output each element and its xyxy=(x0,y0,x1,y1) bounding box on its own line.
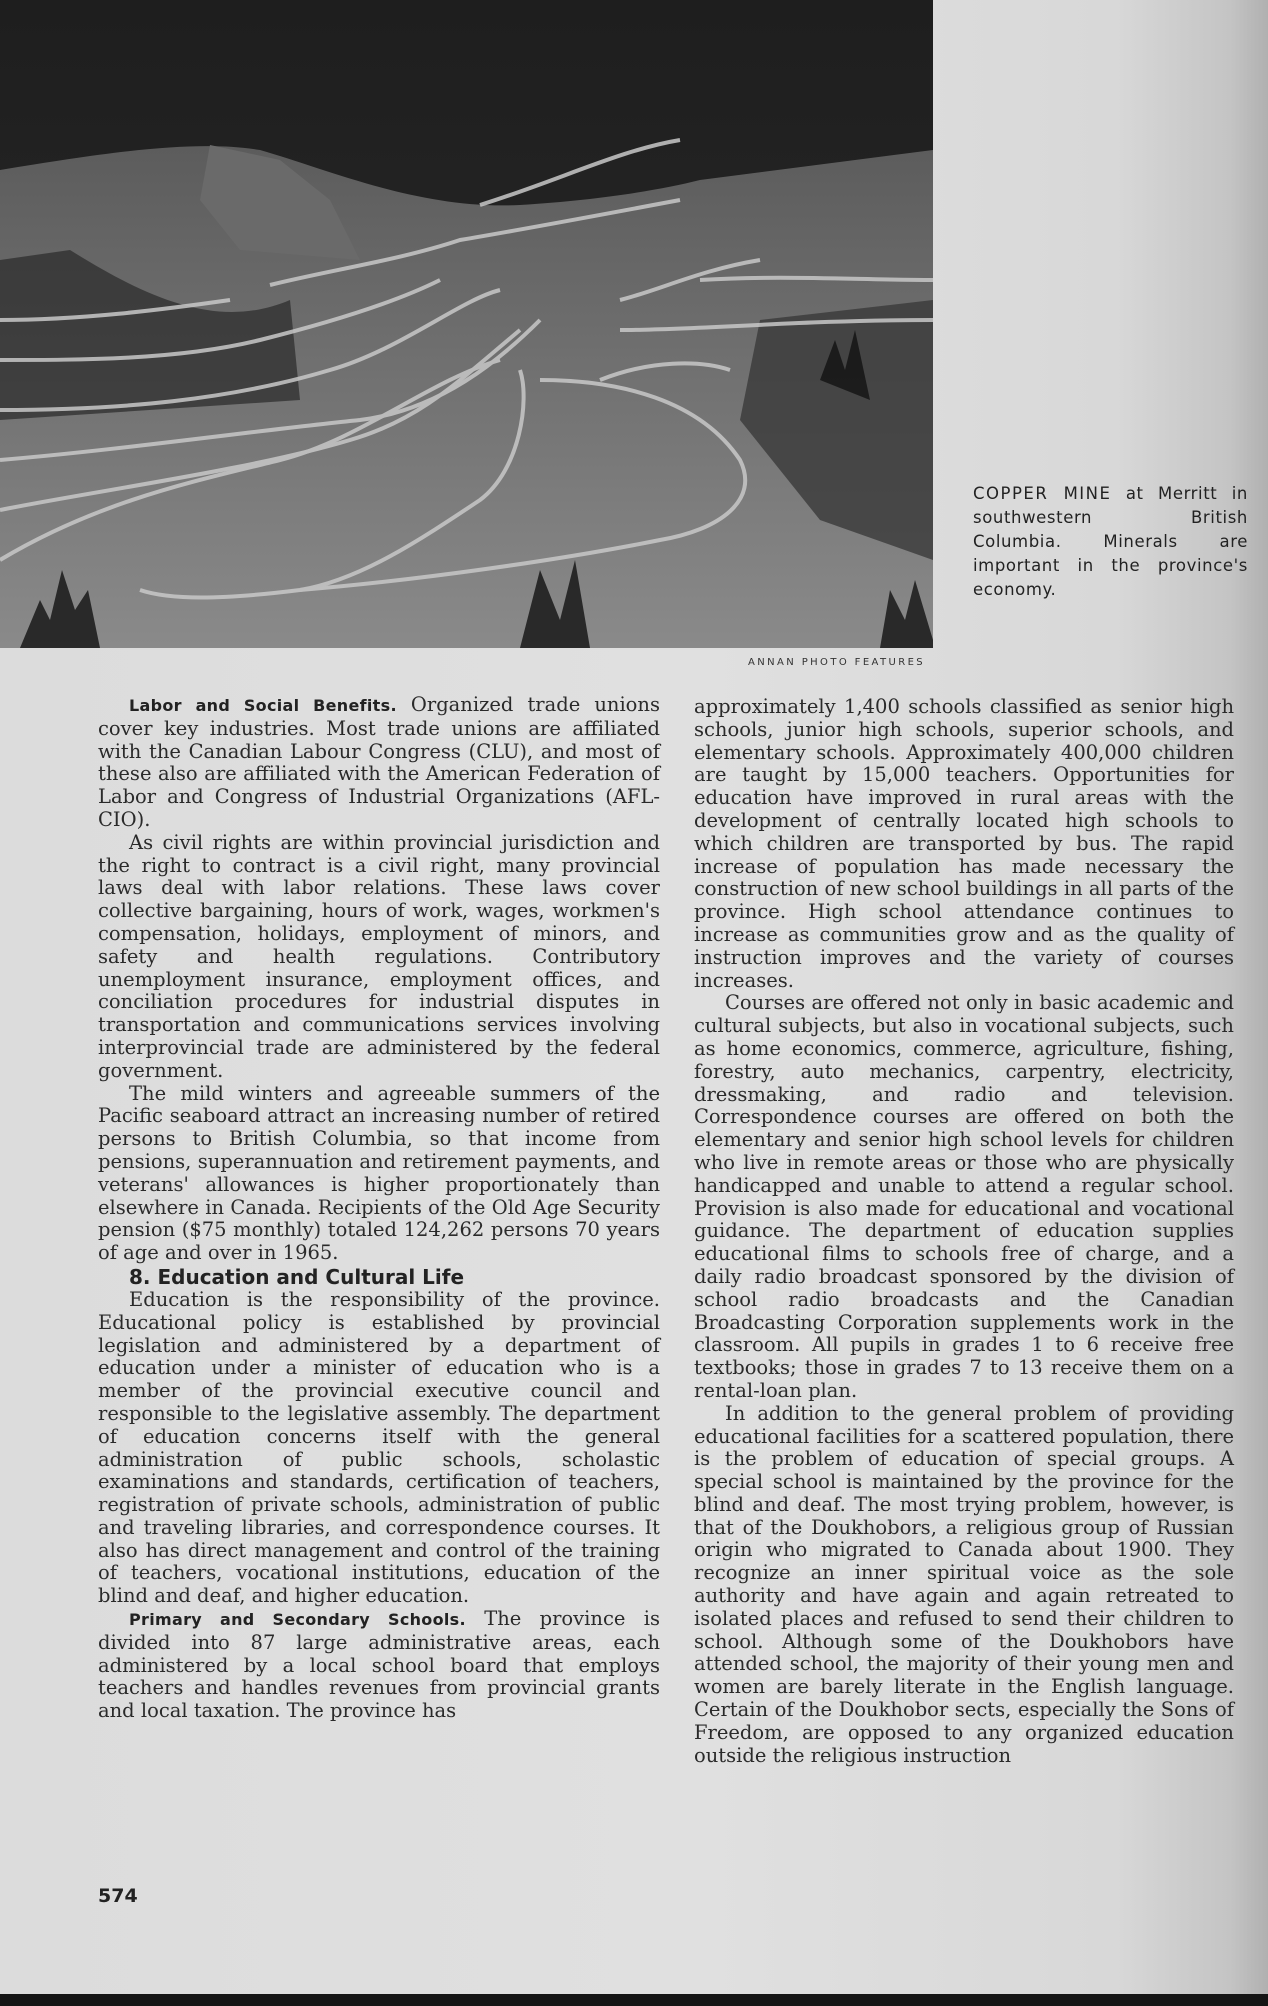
subhead-primary-secondary-schools: Primary and Secondary Schools. xyxy=(129,1610,466,1630)
education-paragraph-1: Education is the responsibility of the province. Educational policy is established by provincial legislation and administered by a department of education under a minister of education who is a member of the provincial executive council and responsible to the legislative assembly. The department of education concerns itself with the general administration of public schools, scholastic examinations and standards, certification of teachers, registration of private schools, administration of public and traveling libraries, and correspondence courses. It also has direct management and control of the training of teachers, vocational institutions, education of the blind and deaf, and higher education. xyxy=(98,1287,660,1608)
schools-text-1: The province is divided into 87 large administrative areas, each administered by a local school board that employs teachers and handles revenues from provincial grants and local taxation. The province has xyxy=(98,1607,660,1723)
section-heading-education: 8. Education and Cultural Life xyxy=(129,1264,465,1289)
labor-paragraph-1 xyxy=(98,694,660,832)
labor-text-1: Organized trade unions cover key industries. Most trade unions are affiliated with the Canadian Labour Congress (CLU), and most of these also are affiliated with the American Federation of Labor and Congress of Industrial Organizations (AFL-CIO). xyxy=(98,693,660,831)
caption-text: at Merritt in southwestern British Columbia. Minerals are important in the province's economy. xyxy=(973,484,1248,599)
schools-paragraph-continued: approximately 1,400 schools classified as senior high schools, junior high schools, superior schools, and elementary schools. Approximately 400,000 children are taught by 15,000 teachers. Opportunities for education have improved in rural areas with the development of centrally located high schools to which children are transported by bus. The rapid increase of population has made necessary the construction of new school buildings in all parts of the province. High school attendance continues to increase as communities grow and as the quality of instruction improves and the variety of courses increases. xyxy=(694,695,1234,992)
mine-terraces-illustration xyxy=(0,0,933,648)
copper-mine-photo xyxy=(0,0,933,648)
courses-paragraph: Courses are offered not only in basic academic and cultural subjects, but also in vocational subjects, such as home economics, commerce, agriculture, fishing, forestry, auto mechanics, carpentry, electricity, dressmaking, and radio and television. Correspondence courses are offered on both the elementary and senior high school levels for children who live in remote areas or those who are physically handicapped and unable to attend a regular school. Provision is also made for educational and vocational guidance. The department of education supplies educational films to schools free of charge, and a daily radio broadcast sponsored by the division of school radio broadcasts and the Canadian Broadcasting Corporation supplements work in the classroom. All pupils in grades 1 to 6 receive free textbooks; those in grades 7 to 13 receive them on a rental-loan plan. xyxy=(694,991,1234,1402)
labor-paragraph-3: The mild winters and agreeable summers of the Pacific seaboard attract an increasing number of retired persons to British Columbia, so that income from pensions, superannuation and retirement payments, and veterans' allowances is higher proportionately than elsewhere in Canada. Recipients of the Old Age Security pension ($75 monthly) totaled 124,262 persons 70 years of age and over in 1965. xyxy=(98,1081,660,1265)
caption-lead: COPPER MINE xyxy=(973,484,1112,503)
photo-caption xyxy=(973,482,1248,602)
special-groups-paragraph: In addition to the general problem of providing educational facilities for a scattered population, there is the problem of education of special groups. A special school is maintained by the province for the blind and deaf. The most trying problem, however, is that of the Doukhobors, a religious group of Russian origin who migrated to Canada about 1900. They recognize an inner spiritual voice as the sole authority and have again and again retreated to isolated places and refused to send their children to school. Although some of the Doukhobors have attended school, the majority of their young men and women are barely literate in the English language. Certain of the Doukhobor sects, especially the Sons of Freedom, are opposed to any organized education outside the religious instruction xyxy=(694,1401,1234,1767)
photo-credit: ANNAN PHOTO FEATURES xyxy=(748,657,926,668)
page-number: 574 xyxy=(98,1885,138,1907)
left-column xyxy=(98,694,660,1723)
page-bottom-edge xyxy=(0,1994,1268,2006)
labor-paragraph-2: As civil rights are within provincial jurisdiction and the right to contract is a civil right, many provincial laws deal with labor relations. These laws cover collective bargaining, hours of work, wages, workmen's compensation, holidays, employment of minors, and safety and health regulations. Contributory unemployment insurance, employment offices, and conciliation procedures for industrial disputes in transportation and communications services involving interprovincial trade are administered by the federal government. xyxy=(98,830,660,1082)
subhead-labor-social-benefits: Labor and Social Benefits. xyxy=(129,696,397,715)
right-column xyxy=(694,696,1234,1767)
schools-paragraph-1 xyxy=(98,1608,660,1723)
